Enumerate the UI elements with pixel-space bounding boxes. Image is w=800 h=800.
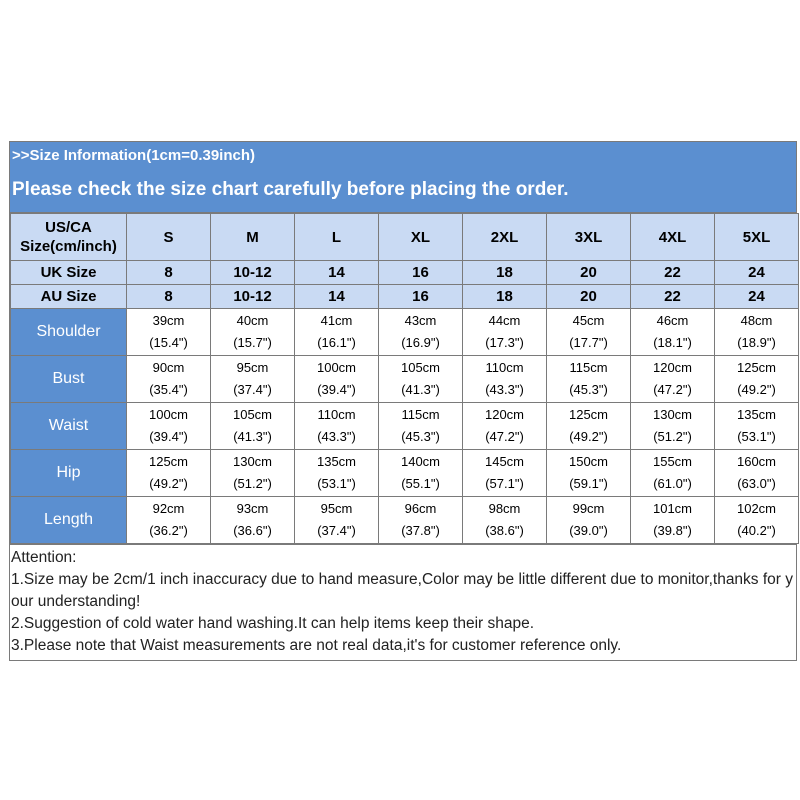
uk-size-cell: 20 <box>547 261 631 285</box>
cm-value: 90cm <box>152 360 185 375</box>
size-label-line1: US/CA <box>45 219 92 236</box>
measurement-cell <box>547 450 631 497</box>
inch-value: (53.1") <box>737 429 776 444</box>
inch-value: (45.3") <box>569 382 608 397</box>
uk-size-cell: 18 <box>463 261 547 285</box>
inch-value: (47.2") <box>653 382 692 397</box>
measurement-row-bust <box>11 356 799 403</box>
size-cell: M <box>211 214 295 261</box>
inch-value: (36.2") <box>149 523 188 538</box>
inch-value: (43.3") <box>317 429 356 444</box>
size-cell: S <box>127 214 211 261</box>
cm-value: 93cm <box>236 501 269 516</box>
cm-value: 130cm <box>652 407 693 422</box>
au-size-cell: 10-12 <box>211 285 295 309</box>
measurement-cell <box>211 450 295 497</box>
inch-value: (49.2") <box>569 429 608 444</box>
attention-item-1: 1.Size may be 2cm/1 inch inaccuracy due to hand measure,Color may be little different due to monitor,thanks for your understanding! <box>11 571 794 610</box>
attention-item-2: 2.Suggestion of cold water hand washing.It can help items keep their shape. <box>11 615 535 632</box>
attention-notes <box>10 544 796 660</box>
measurement-row-hip <box>11 450 799 497</box>
measurement-cell <box>631 403 715 450</box>
measurement-cell <box>379 450 463 497</box>
measurement-row-waist <box>11 403 799 450</box>
inch-value: (37.8") <box>401 523 440 538</box>
measurement-cell <box>463 403 547 450</box>
attention-item-3: 3.Please note that Waist measurements are not real data,it's for customer reference only. <box>11 637 622 654</box>
cm-value: 120cm <box>652 360 693 375</box>
inch-value: (45.3") <box>401 429 440 444</box>
measurement-row-shoulder <box>11 309 799 356</box>
measurement-cell <box>463 497 547 544</box>
size-chart <box>9 141 797 661</box>
au-size-cell: 20 <box>547 285 631 309</box>
inch-value: (63.0") <box>737 476 776 491</box>
cm-value: 110cm <box>317 407 356 422</box>
cm-value: 125cm <box>736 360 777 375</box>
inch-value: (37.4") <box>233 382 272 397</box>
size-row-label <box>11 214 127 261</box>
size-cell: 4XL <box>631 214 715 261</box>
au-size-label: AU Size <box>11 285 127 309</box>
cm-value: 115cm <box>569 360 608 375</box>
measurement-label: Waist <box>11 403 127 450</box>
cm-value: 155cm <box>652 454 693 469</box>
uk-size-row <box>11 261 799 285</box>
measurement-cell <box>715 356 799 403</box>
cm-value: 45cm <box>572 313 605 328</box>
au-size-cell: 24 <box>715 285 799 309</box>
uk-size-cell: 8 <box>127 261 211 285</box>
inch-value: (39.4") <box>317 382 356 397</box>
inch-value: (35.4") <box>149 382 188 397</box>
measurement-label: Shoulder <box>11 309 127 356</box>
measurement-cell <box>463 450 547 497</box>
cm-value: 40cm <box>236 313 269 328</box>
inch-value: (51.2") <box>233 476 272 491</box>
cm-value: 140cm <box>400 454 441 469</box>
measurement-cell <box>211 356 295 403</box>
inch-value: (37.4") <box>317 523 356 538</box>
inch-value: (39.8") <box>653 523 692 538</box>
cm-value: 150cm <box>568 454 609 469</box>
size-info-heading: >>Size Information(1cm=0.39inch) <box>12 147 255 164</box>
uk-size-cell: 22 <box>631 261 715 285</box>
inch-value: (18.1") <box>653 335 692 350</box>
cm-value: 115cm <box>401 407 440 422</box>
inch-value: (36.6") <box>233 523 272 538</box>
inch-value: (53.1") <box>317 476 356 491</box>
inch-value: (41.3") <box>233 429 272 444</box>
order-notice: Please check the size chart carefully before placing the order. <box>12 179 569 200</box>
size-cell: L <box>295 214 379 261</box>
measurement-cell <box>715 309 799 356</box>
measurement-cell <box>211 497 295 544</box>
inch-value: (40.2") <box>737 523 776 538</box>
measurement-cell <box>463 309 547 356</box>
measurement-label: Length <box>11 497 127 544</box>
measurement-cell <box>127 309 211 356</box>
cm-value: 39cm <box>152 313 185 328</box>
measurement-row-length <box>11 497 799 544</box>
measurement-cell <box>631 450 715 497</box>
inch-value: (39.0") <box>569 523 608 538</box>
size-table <box>10 213 799 544</box>
measurement-cell <box>295 356 379 403</box>
inch-value: (16.9") <box>401 335 440 350</box>
cm-value: 92cm <box>152 501 185 516</box>
cm-value: 135cm <box>736 407 777 422</box>
measurement-cell <box>127 403 211 450</box>
cm-value: 110cm <box>485 360 524 375</box>
cm-value: 48cm <box>740 313 773 328</box>
size-cell: XL <box>379 214 463 261</box>
measurement-cell <box>379 309 463 356</box>
cm-value: 95cm <box>236 360 269 375</box>
cm-value: 95cm <box>320 501 353 516</box>
measurement-cell <box>715 450 799 497</box>
cm-value: 41cm <box>320 313 353 328</box>
au-size-cell: 14 <box>295 285 379 309</box>
measurement-cell <box>547 356 631 403</box>
measurement-cell <box>547 309 631 356</box>
inch-value: (49.2") <box>737 382 776 397</box>
inch-value: (51.2") <box>653 429 692 444</box>
measurement-cell <box>295 450 379 497</box>
cm-value: 100cm <box>316 360 357 375</box>
measurement-cell <box>211 309 295 356</box>
inch-value: (59.1") <box>569 476 608 491</box>
cm-value: 125cm <box>568 407 609 422</box>
cm-value: 145cm <box>484 454 525 469</box>
inch-value: (15.7") <box>233 335 272 350</box>
size-chart-header <box>10 142 796 213</box>
cm-value: 101cm <box>652 501 693 516</box>
measurement-cell <box>631 497 715 544</box>
uk-size-cell: 24 <box>715 261 799 285</box>
cm-value: 46cm <box>656 313 689 328</box>
uk-size-label: UK Size <box>11 261 127 285</box>
cm-value: 135cm <box>316 454 357 469</box>
measurement-cell <box>715 497 799 544</box>
inch-value: (55.1") <box>401 476 440 491</box>
measurement-cell <box>715 403 799 450</box>
cm-value: 130cm <box>232 454 273 469</box>
measurement-cell <box>547 403 631 450</box>
inch-value: (39.4") <box>149 429 188 444</box>
cm-value: 105cm <box>400 360 441 375</box>
measurement-cell <box>379 356 463 403</box>
size-cell: 5XL <box>715 214 799 261</box>
size-row <box>11 214 799 261</box>
measurement-cell <box>127 450 211 497</box>
inch-value: (49.2") <box>149 476 188 491</box>
size-cell: 3XL <box>547 214 631 261</box>
measurement-cell <box>631 309 715 356</box>
measurement-label: Bust <box>11 356 127 403</box>
uk-size-cell: 14 <box>295 261 379 285</box>
measurement-cell <box>631 356 715 403</box>
cm-value: 44cm <box>488 313 521 328</box>
uk-size-cell: 10-12 <box>211 261 295 285</box>
au-size-cell: 16 <box>379 285 463 309</box>
cm-value: 100cm <box>148 407 189 422</box>
inch-value: (38.6") <box>485 523 524 538</box>
cm-value: 102cm <box>736 501 777 516</box>
measurement-cell <box>127 497 211 544</box>
inch-value: (47.2") <box>485 429 524 444</box>
cm-value: 96cm <box>404 501 437 516</box>
uk-size-cell: 16 <box>379 261 463 285</box>
measurement-cell <box>127 356 211 403</box>
inch-value: (57.1") <box>485 476 524 491</box>
inch-value: (41.3") <box>401 382 440 397</box>
cm-value: 120cm <box>484 407 525 422</box>
measurement-cell <box>547 497 631 544</box>
cm-value: 99cm <box>572 501 605 516</box>
cm-value: 105cm <box>232 407 273 422</box>
inch-value: (16.1") <box>317 335 356 350</box>
measurement-cell <box>379 403 463 450</box>
measurement-cell <box>295 497 379 544</box>
inch-value: (17.7") <box>569 335 608 350</box>
au-size-cell: 8 <box>127 285 211 309</box>
au-size-cell: 18 <box>463 285 547 309</box>
measurement-cell <box>463 356 547 403</box>
measurement-label: Hip <box>11 450 127 497</box>
measurement-cell <box>295 309 379 356</box>
measurement-cell <box>211 403 295 450</box>
measurement-cell <box>295 403 379 450</box>
cm-value: 160cm <box>736 454 777 469</box>
attention-title: Attention: <box>11 549 77 566</box>
cm-value: 43cm <box>404 313 437 328</box>
inch-value: (61.0") <box>653 476 692 491</box>
size-label-line2: Size(cm/inch) <box>20 238 117 255</box>
measurement-cell <box>379 497 463 544</box>
cm-value: 125cm <box>148 454 189 469</box>
size-cell: 2XL <box>463 214 547 261</box>
au-size-cell: 22 <box>631 285 715 309</box>
cm-value: 98cm <box>488 501 521 516</box>
inch-value: (17.3") <box>485 335 524 350</box>
inch-value: (15.4") <box>149 335 188 350</box>
inch-value: (43.3") <box>485 382 524 397</box>
inch-value: (18.9") <box>737 335 776 350</box>
au-size-row <box>11 285 799 309</box>
